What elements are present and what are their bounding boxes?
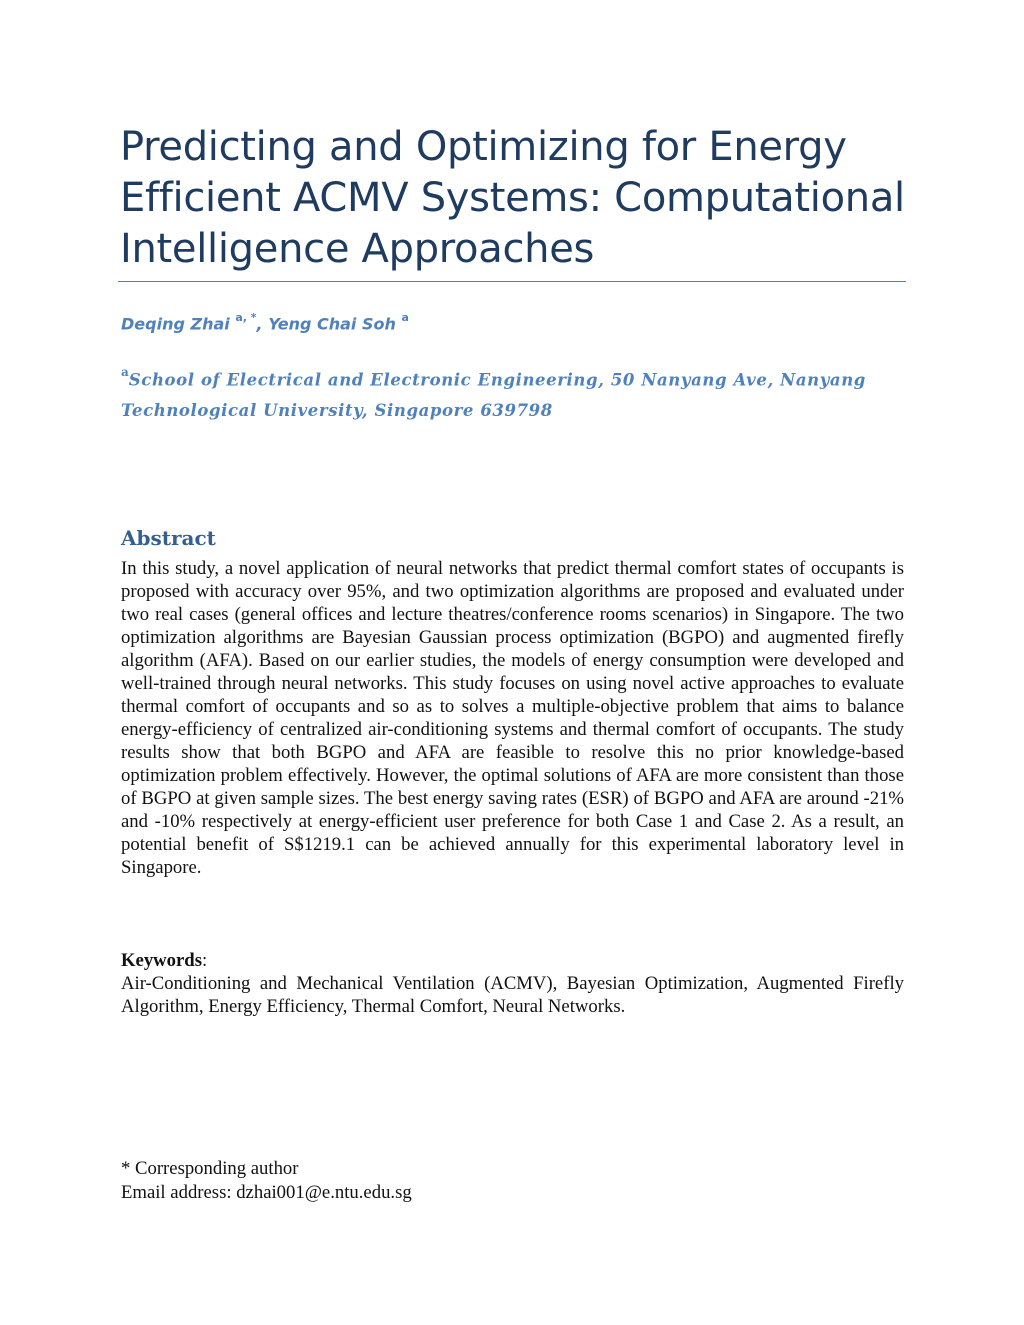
paper-title <box>120 122 910 275</box>
affiliation-line: Technological University, Singapore 639798 <box>121 400 553 420</box>
affiliation-text: School of Electrical and Electronic Engineering, 50 Nanyang Ave, Nanyang <box>128 370 866 390</box>
title-divider <box>118 281 906 282</box>
title-line: Efficient ACMV Systems: Computational <box>120 175 905 221</box>
affiliation-line <box>121 360 911 396</box>
keywords-label: Keywords <box>121 950 202 971</box>
author-name: Yeng Chai Soh <box>268 314 396 334</box>
corresponding-author-note: * Corresponding author <box>121 1158 299 1179</box>
author-affiliation-marker: a, * <box>235 311 257 324</box>
author-list <box>121 313 409 333</box>
title-line: Predicting and Optimizing for Energy <box>120 124 847 170</box>
email-address: Email address: dzhai001@e.ntu.edu.sg <box>121 1182 412 1203</box>
author-affiliation-marker: a <box>401 311 409 324</box>
keywords-text: Air-Conditioning and Mechanical Ventilation (ACMV), Bayesian Optimization, Augmented Firefly Algorithm, Energy Efficiency, Thermal Comfort, Neural Networks. <box>121 973 904 1017</box>
footnote <box>121 1157 412 1205</box>
author-separator: , <box>256 314 269 334</box>
abstract-heading: Abstract <box>121 526 216 550</box>
abstract-text: In this study, a novel application of neural networks that predict thermal comfort states of occupants is proposed with accuracy over 95%, and two optimization algorithms are proposed and evaluated under two real cases (general offices and lecture theatres/conference rooms scenarios) in Singapore. The two optimization algorithms are Bayesian Gaussian process optimization (BGPO) and augmented firefly algorithm (AFA). Based on our earlier studies, the models of energy consumption were developed and well-trained through neural networks. This study focuses on using novel active approaches to evaluate thermal comfort of occupants and so as to solves a multiple-objective problem that aims to balance energy-efficiency of centralized air-conditioning systems and thermal comfort of occupants. The study results show that both BGPO and AFA are feasible to resolve this no prior knowledge-based optimization problem effectively. However, the optimal solutions of AFA are more consistent than those of BGPO at given sample sizes. The best energy saving rates (ESR) of BGPO and AFA are around -21% and -10% respectively at energy-efficient user preference for both Case 1 and Case 2. As a result, an potential benefit of S$1219.1 can be achieved annually for this experimental laboratory level in Singapore. <box>121 558 904 878</box>
title-line: Intelligence Approaches <box>120 226 595 272</box>
keywords-heading <box>121 949 207 972</box>
affiliation-marker: a <box>121 365 129 379</box>
keywords-colon: : <box>201 950 208 971</box>
author-name: Deqing Zhai <box>121 314 230 334</box>
affiliation <box>121 360 911 426</box>
